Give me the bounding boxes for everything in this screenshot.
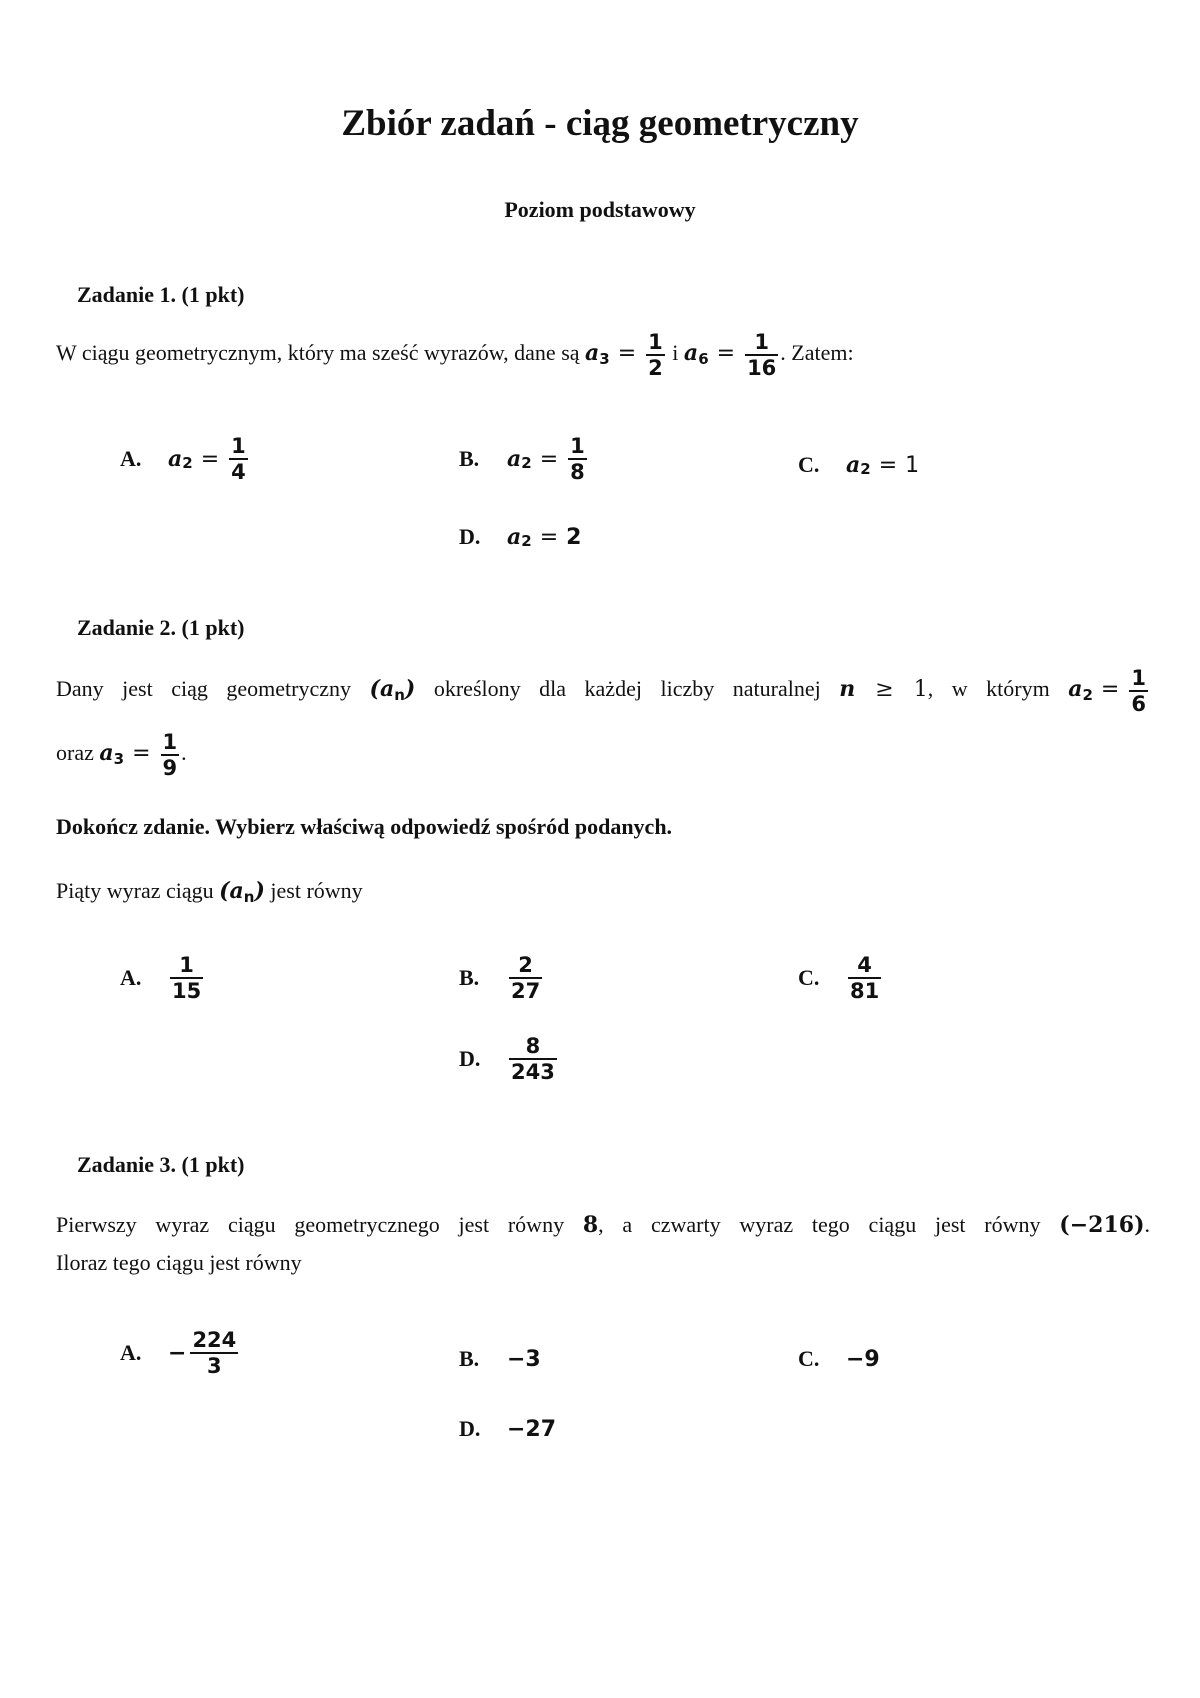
task3-heading: Zadanie 3. (1 pkt) xyxy=(77,1152,245,1177)
task2-heading: Zadanie 2. (1 pkt) xyxy=(77,615,245,640)
task3-option-a-fraction: $\frac{224}{3}$ xyxy=(192,1328,237,1378)
page-title: Zbiór zadań - ciąg geometryczny xyxy=(341,103,859,144)
task2-option-c-fraction: $\frac{4}{81}$ xyxy=(850,953,880,1003)
task2-instruction: Dokończ zdanie. Wybierz właściwą odpowiedź spośród podanych. xyxy=(56,814,673,839)
task1-option-b-fraction: $\frac{1}{8}$ xyxy=(570,434,585,484)
task3-option-d[interactable]: D. −27 xyxy=(459,1416,557,1442)
task3-statement-line1: Pierwszy wyraz ciągu geometrycznego jest równy 8, a czwarty wyraz tego ciągu jest równy (−216). xyxy=(56,1212,1150,1238)
task2-option-a[interactable]: A. $\frac{1}{15}$ xyxy=(120,953,202,1003)
page-subtitle: Poziom podstawowy xyxy=(504,197,696,222)
task2-a3-fraction: $\frac{1}{9}$ xyxy=(162,730,178,780)
task1-option-a[interactable]: A. a 2 = $\frac{1}{4}$ xyxy=(120,434,246,484)
task3-option-c[interactable]: C. −9 xyxy=(798,1346,880,1372)
task1-a3-fraction: $\frac{1}{2}$ xyxy=(648,330,663,380)
task1-statement: W ciągu geometrycznym, który ma sześć wyrazów, dane są a3 = $\frac{1}{2}$ i a6 = $\frac{1}{16}$ . Zatem: xyxy=(56,330,854,380)
task1-option-d[interactable]: D. a 2 = 2 xyxy=(459,524,582,550)
task2-option-d[interactable]: D. $\frac{8}{243}$ xyxy=(459,1034,555,1084)
task2-a2-fraction: $\frac{1}{6}$ xyxy=(1131,666,1146,716)
task3-statement-line2: Iloraz tego ciągu jest równy xyxy=(56,1250,302,1275)
task2-question: Piąty wyraz ciągu (an) jest równy xyxy=(56,878,363,906)
task1-heading: Zadanie 1. (1 pkt) xyxy=(77,282,245,307)
task2-option-c[interactable]: C. $\frac{4}{81}$ xyxy=(798,953,880,1003)
task1-option-c[interactable]: C. a 2 = 1 xyxy=(798,452,920,478)
task1-option-b[interactable]: B. a 2 = $\frac{1}{8}$ xyxy=(459,434,585,484)
task2-option-a-fraction: $\frac{1}{15}$ xyxy=(172,953,202,1003)
task3-option-b[interactable]: B. −3 xyxy=(459,1346,541,1372)
task1-option-a-fraction: $\frac{1}{4}$ xyxy=(231,434,246,484)
task3-option-a[interactable]: A. − $\frac{224}{3}$ xyxy=(120,1328,237,1378)
task1-a6-fraction: $\frac{1}{16}$ xyxy=(747,330,777,380)
task2-option-b-fraction: $\frac{2}{27}$ xyxy=(511,953,541,1003)
task2-statement-line1: Dany jest ciąg geometryczny (an) określony dla każdej liczby naturalnej n ≥ 1, w którym a2 = $\frac{1}{6}$ xyxy=(56,666,1146,716)
task2-option-b[interactable]: B. $\frac{2}{27}$ xyxy=(459,953,541,1003)
task2-option-d-fraction: $\frac{8}{243}$ xyxy=(511,1034,555,1084)
task2-statement-line2: oraz a3 = $\frac{1}{9}$ . xyxy=(56,730,187,780)
